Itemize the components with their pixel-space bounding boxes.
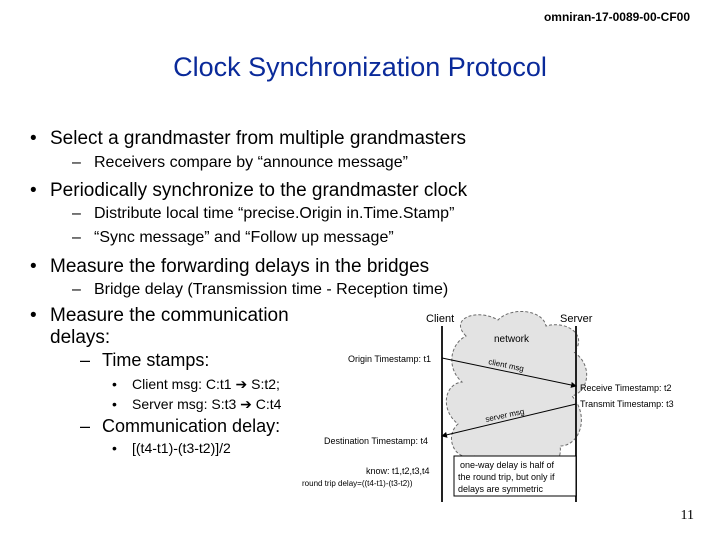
origin-timestamp-label: Origin Timestamp: t1 — [348, 354, 432, 364]
sub-bullet-item — [72, 229, 394, 247]
bullet-text: Measure the communication — [50, 305, 289, 326]
bullet-dot: • — [30, 128, 37, 149]
bullet-item — [30, 305, 289, 327]
sub-bullet-text: Bridge delay (Transmission time - Reception time) — [94, 281, 449, 298]
document-id: omniran-17-0089-00-CF00 — [543, 10, 690, 24]
note-line: the round trip, but only if — [458, 472, 555, 482]
page-number: 11 — [680, 508, 694, 523]
transmit-timestamp-label: Transmit Timestamp: t3 — [580, 399, 674, 409]
sub-bullet-text: Time stamps: — [102, 350, 210, 370]
delay-formula: [(t4-t1)-(t3-t2)]/2 — [132, 440, 231, 456]
sub-sub-bullet-item — [112, 396, 281, 413]
bullet-text: Measure the forwarding delays in the bridges — [50, 256, 430, 277]
arrow-right-icon: ➔ — [235, 376, 248, 392]
clock-sync-diagram — [298, 306, 698, 506]
server-msg-from: Server msg: S:t3 — [132, 396, 237, 412]
client-msg-to: S:t2; — [251, 376, 280, 392]
sub-bullet-dash: – — [80, 350, 91, 370]
bullet-item — [30, 180, 467, 202]
sub-bullet-item — [80, 350, 209, 371]
bullet-dot: • — [112, 396, 117, 412]
sub-bullet-dash: – — [72, 154, 81, 171]
sub-bullet-dash: – — [80, 416, 91, 436]
bullet-item — [30, 128, 466, 150]
bullet-dot: • — [30, 180, 37, 201]
sub-bullet-item — [72, 154, 408, 172]
bullet-dot: • — [30, 256, 37, 277]
server-label: Server — [560, 313, 593, 325]
sub-bullet-text: Communication delay: — [102, 416, 281, 436]
bullet-item — [30, 256, 429, 278]
server-msg-label: server msg — [484, 406, 526, 424]
bullet-text: Periodically synchronize to the grandmaster clock — [50, 180, 468, 201]
round-trip-label: round trip delay=((t4-t1)-(t3-t2)) — [302, 479, 413, 488]
client-msg-label: client msg — [487, 357, 525, 374]
bullet-dot: • — [112, 440, 117, 456]
sub-bullet-text: “Sync message” and “Follow up message” — [94, 229, 394, 246]
network-label: network — [494, 334, 530, 345]
sub-bullet-text: Distribute local time “precise.Origin in.Time.Stamp” — [94, 205, 455, 222]
client-msg-from: Client msg: C:t1 — [132, 376, 232, 392]
bullet-dot: • — [112, 376, 117, 392]
note-line: one-way delay is half of — [460, 460, 555, 470]
sub-sub-bullet-item — [112, 376, 280, 393]
bullet-text-continuation: delays: — [50, 327, 111, 348]
receive-timestamp-label: Receive Timestamp: t2 — [580, 383, 672, 393]
client-label: Client — [426, 313, 455, 325]
bullet-dot: • — [30, 305, 37, 326]
destination-timestamp-label: Destination Timestamp: t4 — [324, 436, 429, 446]
sub-bullet-text: Receivers compare by “announce message” — [94, 154, 408, 171]
sub-bullet-dash: – — [72, 281, 81, 298]
know-label: know: t1,t2,t3,t4 — [366, 466, 430, 476]
bullet-text: Select a grandmaster from multiple grandmasters — [50, 128, 467, 149]
sub-sub-bullet-item — [112, 440, 231, 456]
sub-bullet-item — [72, 205, 454, 223]
server-msg-to: C:t4 — [255, 396, 282, 412]
sub-bullet-dash: – — [72, 229, 81, 246]
sub-bullet-dash: – — [72, 205, 81, 222]
slide-title: Clock Synchronization Protocol — [173, 52, 547, 82]
arrow-right-icon: ➔ — [240, 396, 252, 412]
note-line: delays are symmetric — [458, 484, 544, 494]
sub-bullet-item — [72, 281, 448, 299]
sub-bullet-item — [80, 416, 280, 437]
